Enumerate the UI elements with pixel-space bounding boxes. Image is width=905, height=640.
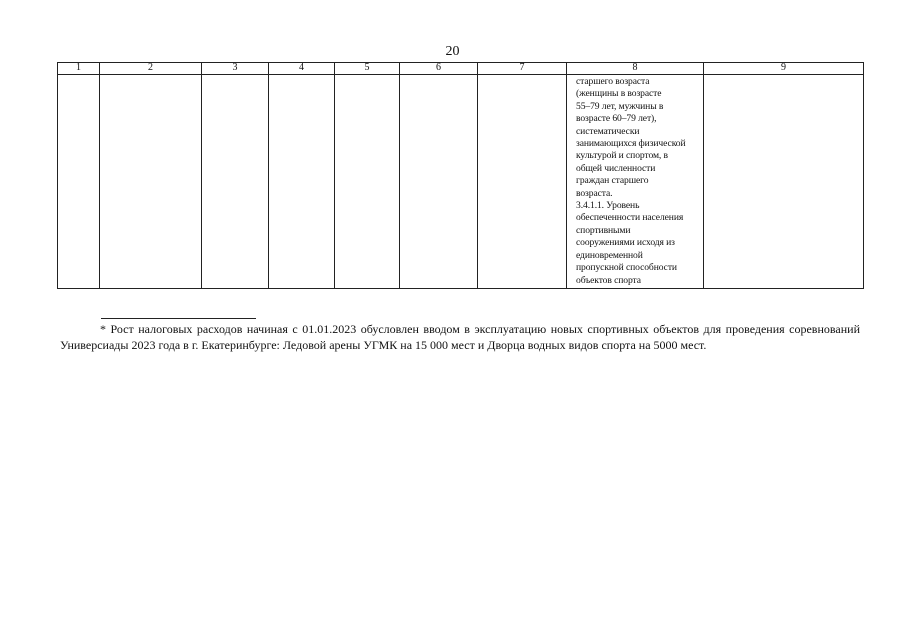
column-header-7: 7 <box>478 63 567 75</box>
footnote-text: * Рост налоговых расходов начиная с 01.01.2023 обусловлен вводом в эксплуатацию новых спортивных объектов для проведения соревнований Универсиады 2023 года в г. Екатеринбурге: Ледовой арены УГМК на 15 000 мест и Дворца водных видов спорта на 5000 мест. <box>60 322 860 352</box>
page-number: 20 <box>445 44 460 59</box>
column-header-3: 3 <box>202 63 269 75</box>
column-header-6: 6 <box>400 63 478 75</box>
table-cell-col-5 <box>335 75 400 289</box>
cell-text <box>335 75 399 77</box>
cell-text <box>58 75 99 77</box>
table-cell-col-7 <box>478 75 567 289</box>
column-header-1: 1 <box>58 63 100 75</box>
cell-text <box>269 75 334 77</box>
cell-text <box>202 75 268 77</box>
table-cell-col-2 <box>100 75 202 289</box>
column-header-9: 9 <box>704 63 864 75</box>
column-header-5: 5 <box>335 63 400 75</box>
data-table <box>57 62 864 289</box>
table-header-row <box>58 63 864 75</box>
cell-text <box>100 75 201 77</box>
cell-text <box>704 75 863 77</box>
column-header-4: 4 <box>269 63 335 75</box>
table-cell-indicator-description <box>567 75 704 289</box>
indicator-description-text: старшего возраста (женщины в возрасте 55–79 лет, мужчины в возрасте 60–79 лет), систематически занимающихся физической культурой и спортом, в общей численности граждан старшего возраста. 3.4.1.1. Уровень обеспеченности населения спортивными сооружениями исходя из единовременной пропускной способности объектов спорта <box>576 76 686 286</box>
table-cell-col-1 <box>58 75 100 289</box>
table-cell-col-9 <box>704 75 864 289</box>
cell-text <box>478 75 566 77</box>
cell-text <box>400 75 477 77</box>
table-cell-col-4 <box>269 75 335 289</box>
column-header-2: 2 <box>100 63 202 75</box>
table-cell-col-3 <box>202 75 269 289</box>
footnote-divider <box>101 318 256 319</box>
table-row <box>58 75 864 289</box>
column-header-8: 8 <box>567 63 704 75</box>
table-cell-col-6 <box>400 75 478 289</box>
